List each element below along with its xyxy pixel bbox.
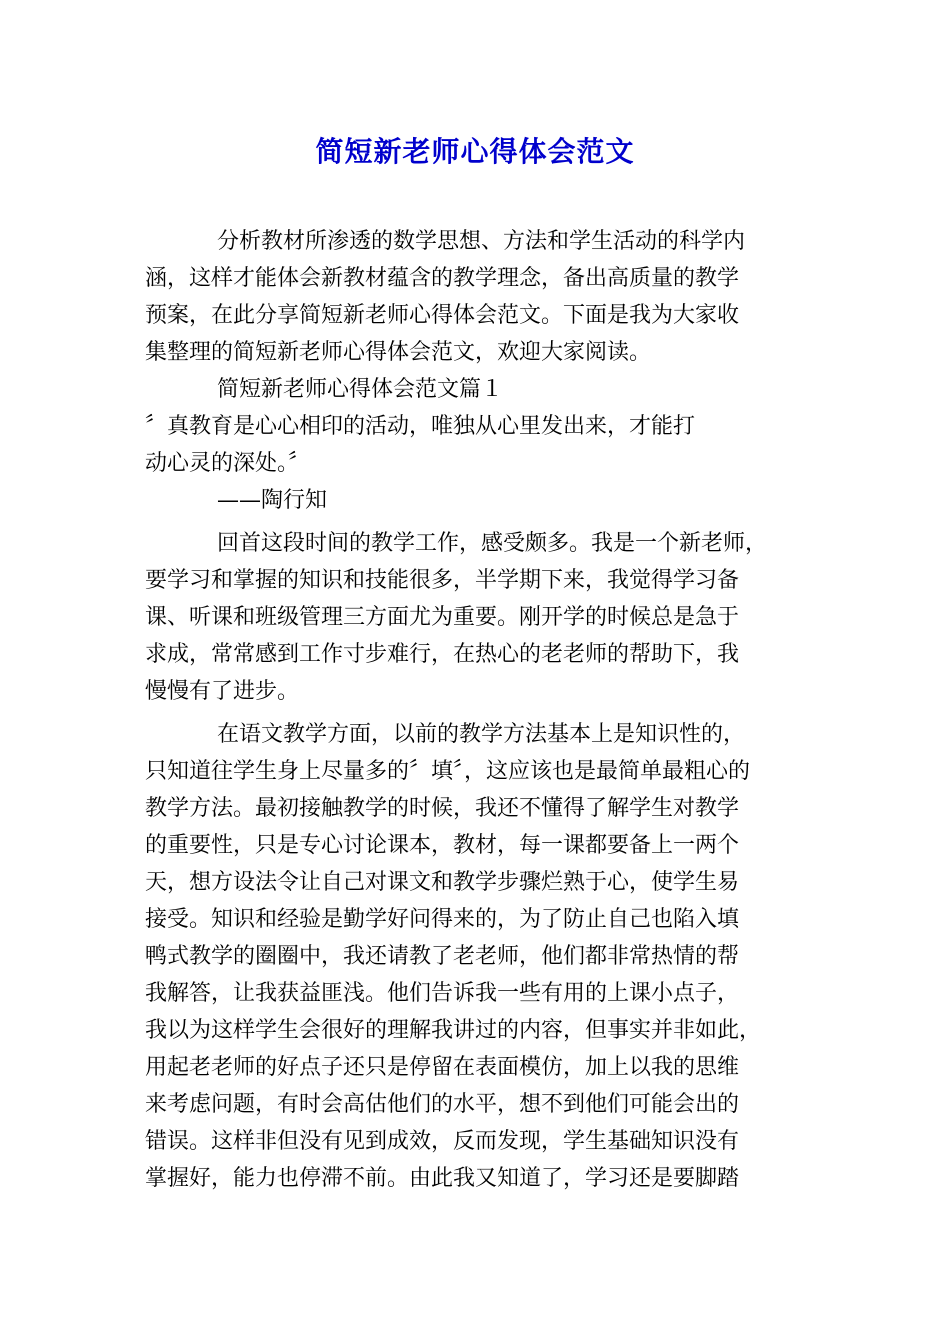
paragraph-chinese-teaching [145,716,805,1197]
text-line: 慢慢有了进步。 [145,679,300,704]
text-line: 求成，常常感到工作寸步难行，在热心的老老师的帮助下，我 [145,642,740,667]
text-line: 鸭式教学的圈圈中，我还请教了老老师，他们都非常热情的帮 [145,944,740,969]
text-line: 接受。知识和经验是勤学好问得来的，为了防止自己也陷入填 [145,907,740,932]
text-line: 在语文教学方面，以前的教学方法基本上是知识性的， [217,722,746,747]
text-line: 回首这段时间的教学工作，感受颇多。我是一个新老师， [217,531,768,556]
text-line: 集整理的简短新老师心得体会范文，欢迎大家阅读。 [145,340,652,365]
text-line: 天，想方设法令让自己对课文和教学步骤烂熟于心，使学生易 [145,870,740,895]
paragraph-reflection [145,525,805,710]
text-line: 只知道往学生身上尽量多的〞填〞，这应该也是最简单最粗心的 [145,759,751,784]
text-line: 课、听课和班级管理三方面尤为重要。刚开学的时候总是急于 [145,605,740,630]
document-body [145,223,805,1197]
text-line: 用起老老师的好点子还只是停留在表面模仿，加上以我的思维 [145,1055,740,1080]
text-line: 来考虑问题，有时会高估他们的水平，想不到他们可能会出的 [145,1092,740,1117]
document-title: 简短新老师心得体会范文 [315,135,635,168]
text-line: 预案，在此分享简短新老师心得体会范文。下面是我为大家收 [145,303,740,328]
text-line: 错误。这样非但没有见到成效，反而发现，学生基础知识没有 [145,1129,740,1154]
text-line: 〞真教育是心心相印的活动，唯独从心里发出来，才能打 [145,414,696,439]
text-line: ——陶行知 [217,488,328,513]
text-line: 要学习和掌握的知识和技能很多，半学期下来，我觉得学习备 [145,568,740,593]
text-line: 我解答，让我获益匪浅。他们告诉我一些有用的上课小点子， [145,981,740,1006]
text-line: 的重要性，只是专心讨论课本，教材，每一课都要备上一两个 [145,833,740,858]
text-line: 我以为这样学生会很好的理解我讲过的内容，但事实并非如此， [145,1018,762,1043]
text-line: 掌握好，能力也停滞不前。由此我又知道了，学习还是要脚踏 [145,1166,740,1191]
paragraph-intro [145,223,805,371]
text-line: 简短新老师心得体会范文篇１ [217,377,504,402]
text-line: 涵，这样才能体会新教材蕴含的教学理念，备出高质量的教学 [145,266,740,291]
text-line: 动心灵的深处。〞 [145,451,311,476]
text-line: 分析教材所渗透的数学思想、方法和学生活动的科学内 [217,229,746,254]
quote-attribution [145,482,805,519]
paragraph-quote [145,408,805,482]
text-line: 教学方法。最初接触教学的时候，我还不懂得了解学生对教学 [145,796,740,821]
section-heading [145,371,805,408]
